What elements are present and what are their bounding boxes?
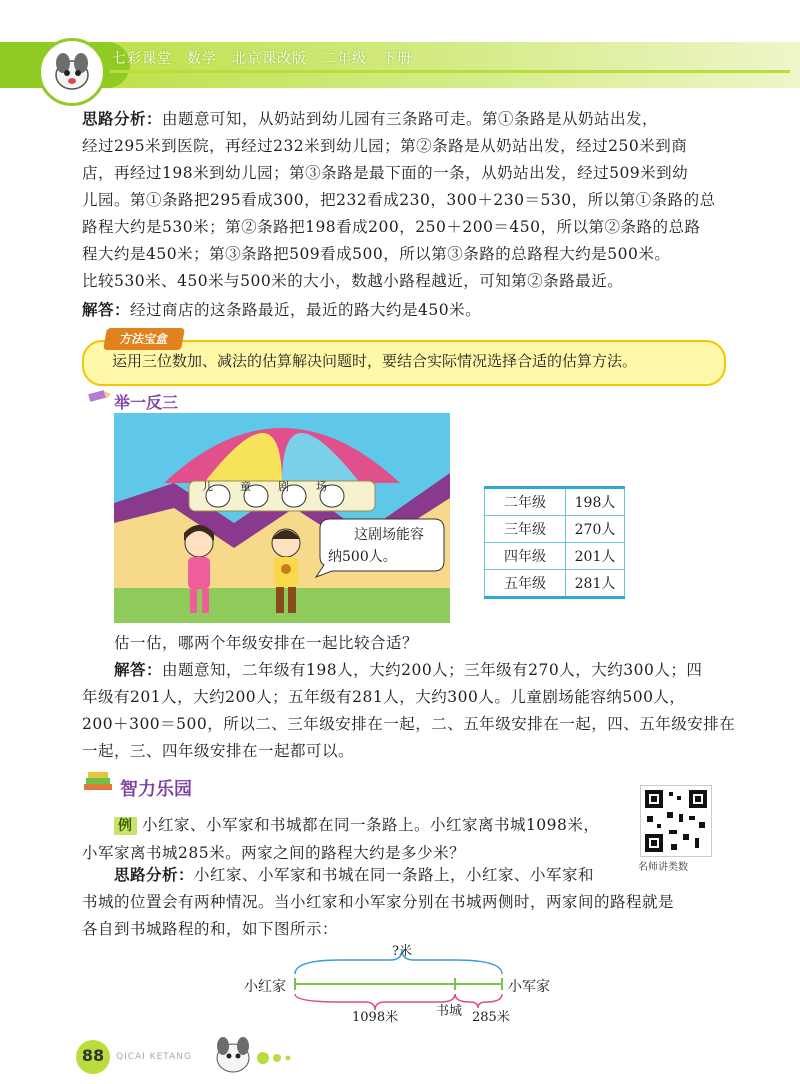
grade-cell: 五年级 xyxy=(485,570,566,598)
count-cell: 198人 xyxy=(566,488,625,516)
answer-label: 解答： xyxy=(114,661,163,679)
analysis-line: 书城的位置会有两种情况。当小红家和小军家分别在书城两侧时，两家间的路程就是 xyxy=(82,893,675,911)
answer-line: 年级有201人，大约200人；五年级有281人，大约300人。儿童剧场能容纳500人， xyxy=(82,688,686,706)
sign-char: 剧 xyxy=(278,480,289,493)
answer-block-2 xyxy=(82,630,742,765)
right-home-label: 小军家 xyxy=(508,979,550,995)
qr-code[interactable] xyxy=(640,785,712,857)
speech-line: 纳500人。 xyxy=(328,549,397,565)
sign-char: 场 xyxy=(316,480,327,493)
answer-line: 由题意知，二年级有198人，大约200人；三年级有270人，大约300人；四 xyxy=(162,661,703,679)
analysis-label: 思路分析： xyxy=(82,110,163,128)
fun-heading: 智力乐园 xyxy=(120,779,192,800)
table-row xyxy=(485,516,625,543)
left-home-label: 小红家 xyxy=(244,979,286,995)
footer-brand: QICAI KETANG xyxy=(116,1052,192,1062)
left-distance-label: 1098米 xyxy=(352,1010,399,1025)
analysis-line: 儿园。第①条路把295看成300，把232看成230，300＋230＝530，所以第①条路的总 xyxy=(82,191,716,209)
practice-heading: 举一反三 xyxy=(114,393,179,412)
table-row xyxy=(485,570,625,598)
analysis-block-2 xyxy=(82,862,742,943)
total-distance-label: ?米 xyxy=(392,944,412,959)
fun-problem xyxy=(82,812,642,867)
method-text: 运用三位数加、减法的估算解决问题时，要结合实际情况选择合适的估算方法。 xyxy=(112,352,638,370)
grade-cell: 四年级 xyxy=(485,543,566,570)
grade-cell: 三年级 xyxy=(485,516,566,543)
bookstore-label: 书城 xyxy=(436,1004,463,1019)
analysis-block-1 xyxy=(82,106,732,324)
sign-char: 童 xyxy=(240,480,251,493)
analysis-label: 思路分析： xyxy=(114,866,195,884)
pencil-icon xyxy=(88,388,112,410)
grade-cell: 二年级 xyxy=(485,488,566,516)
answer-text: 经过商店的这条路最近，最近的路大约是450米。 xyxy=(130,301,482,319)
answer-line: 一起，三、四年级安排在一起都可以。 xyxy=(82,742,355,760)
analysis-line: 路程大约是530米；第②条路把198看成200，250＋200＝450，所以第②条路的总路 xyxy=(82,218,701,236)
qr-caption: 名师讲类数 xyxy=(638,862,688,873)
analysis-line: 各自到书城路程的和，如下图所示： xyxy=(82,920,339,938)
footer-mascot-icon xyxy=(205,1030,295,1084)
answer-label: 解答： xyxy=(82,301,131,319)
table-row xyxy=(485,488,625,516)
count-cell: 281人 xyxy=(566,570,625,598)
theater-illustration xyxy=(114,413,450,623)
mascot-icon xyxy=(38,38,106,106)
distance-diagram xyxy=(240,940,570,1025)
speech-bubble xyxy=(328,524,424,568)
analysis-line: 程大约是450米；第③条路把509看成500，所以第③条路的总路程大约是500米。 xyxy=(82,245,671,263)
header-rule xyxy=(110,70,790,73)
speech-line: 这剧场能容 xyxy=(354,527,424,543)
analysis-line: 小红家、小军家和书城在同一条路上，小红家、小军家和 xyxy=(194,866,595,884)
page-number: 88 xyxy=(81,1046,105,1065)
books-icon xyxy=(82,770,116,800)
count-cell: 270人 xyxy=(566,516,625,543)
analysis-line: 由题意可知，从奶站到幼儿园有三条路可走。第①条路是从奶站出发， xyxy=(162,110,659,128)
analysis-line: 店，再经过198米到幼儿园；第③条路是最下面的一条，从奶站出发，经过509米到幼 xyxy=(82,164,689,182)
analysis-line: 经过295米到医院，再经过232米到幼儿园；第②条路是从奶站出发，经过250米到商 xyxy=(82,137,688,155)
grade-table xyxy=(484,486,625,599)
question-text: 估一估，哪两个年级安排在一起比较合适？ xyxy=(114,634,419,652)
header-title: 七彩课堂 数学 北京课改版 二年级 下册 xyxy=(112,51,412,67)
problem-line: 小军家离书城285米。两家之间的路程大约是多少米？ xyxy=(82,844,466,862)
answer-line: 200＋300＝500，所以二、三年级安排在一起，二、五年级安排在一起，四、五年级安排在 xyxy=(82,715,736,733)
table-row xyxy=(485,543,625,570)
right-distance-label: 285米 xyxy=(472,1010,510,1025)
example-tag: 例 xyxy=(114,817,137,835)
analysis-line: 比较530米、450米与500米的大小，数越小路程越近，可知第②条路最近。 xyxy=(82,272,624,290)
sign-char: 儿 xyxy=(202,480,213,493)
count-cell: 201人 xyxy=(566,543,625,570)
problem-line: 小红家、小军家和书城都在同一条路上。小红家离书城1098米， xyxy=(141,816,600,834)
method-tag: 方法宝盒 xyxy=(103,328,185,350)
